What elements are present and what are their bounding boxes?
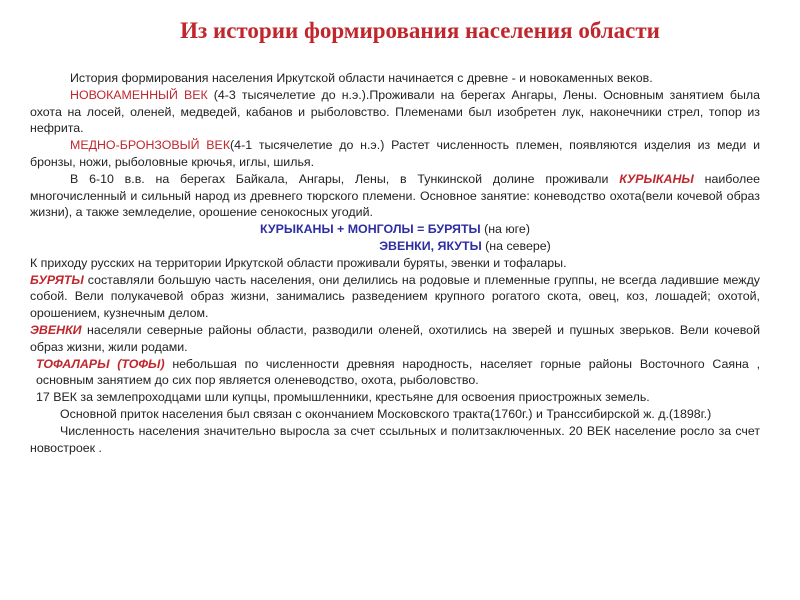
buryats-text: составляли большую часть населения, они делились на родовые и племенные группы, не всегда ладившие между собой. Вели полукачевой образ жизни, занимались разведением крупного рогатого скота, овец, коз, лошадей; охотой, орошением, кузнечным делом. [30, 272, 760, 321]
paragraph-17th-century: 17 ВЕК за землепроходцами шли купцы, промышленники, крестьяне для освоения приострожных земель. [36, 390, 650, 405]
evenki-label: ЭВЕНКИ [30, 322, 82, 337]
equation-north [30, 238, 760, 255]
kurykany-text-before: В 6-10 в.в. на берегах Байкала, Ангары, Лены, в Тункинской долине проживали [70, 171, 620, 186]
paragraph-evenki [30, 322, 760, 356]
paragraph-kurykany [30, 171, 760, 221]
paragraph-neolithic [30, 87, 760, 137]
equation-south-bold: КУРЫКАНЫ + МОНГОЛЫ = БУРЯТЫ [260, 222, 481, 237]
bronze-age-text: (4-1 тысячелетие до н.э.) Растет численность племен, появляются изделия из меди и бронзы, ножи, рыболовные крючья, иглы, шилья. [30, 138, 760, 169]
equation-north-bold: ЭВЕНКИ, ЯКУТЫ [379, 238, 482, 253]
paragraph-buryats [30, 272, 760, 322]
paragraph-bronze-age [30, 137, 760, 171]
kurykany-text-after: наиболее многочисленный и сильный народ из древнего тюрского племени. Основное занятие: коневодство охота(вели кочевой образ жизни), а также земледелие, орошение сенокосных угодий. [30, 171, 760, 220]
neolithic-label: НОВОКАМЕННЫЙ ВЕК [70, 87, 208, 102]
kurykany-label: КУРЫКАНЫ [619, 171, 694, 186]
tofalars-text: небольшая по численности древняя народность, населяет горные районы Восточного Саяна , основным занятием до сих пор является оленеводство, охота, рыболовство. [36, 356, 761, 388]
paragraph-russians-arrival: К приходу русских на территории Иркутской области проживали буряты, эвенки и тофалары. [30, 255, 567, 270]
equation-south [30, 221, 760, 238]
evenki-text: населяли северные районы области, разводили оленей, охотились на зверей и пушных зверьков. Вели кочевой образ жизни, жили родами. [30, 322, 760, 354]
paragraph-20th-century: Численность населения значительно выросла за счет ссыльных и политзаключенных. 20 ВЕК население росло за счет новостроек . [30, 423, 760, 455]
buryats-label: БУРЯТЫ [30, 272, 84, 287]
paragraph-tofalars [30, 356, 760, 390]
tofalars-label: ТОФАЛАРЫ (ТОФЫ) [36, 356, 165, 371]
page-title: Из истории формирования населения области [180, 18, 660, 43]
paragraph-intro: История формирования населения Иркутской области начинается с древне - и новокаменных веков. [70, 71, 653, 85]
equation-south-note: (на юге) [480, 222, 530, 237]
bronze-age-label: МЕДНО-БРОНЗОВЫЙ ВЕК [70, 138, 231, 153]
equation-north-note: (на севере) [481, 238, 551, 253]
neolithic-text: (4-3 тысячелетие до н.э.).Проживали на берегах Ангары, Лены. Основным занятием была охота на лосей, оленей, медведей, кабанов и рыболовство. Племенами был изобретен лук, наконечники стрел, топор из нефрита. [30, 87, 760, 136]
slide-body [30, 70, 760, 456]
paragraph-moscow-tract: Основной приток населения был связан с окончанием Московского тракта(1760г.) и Транссибирской ж. д.(1898г.) [60, 406, 712, 421]
